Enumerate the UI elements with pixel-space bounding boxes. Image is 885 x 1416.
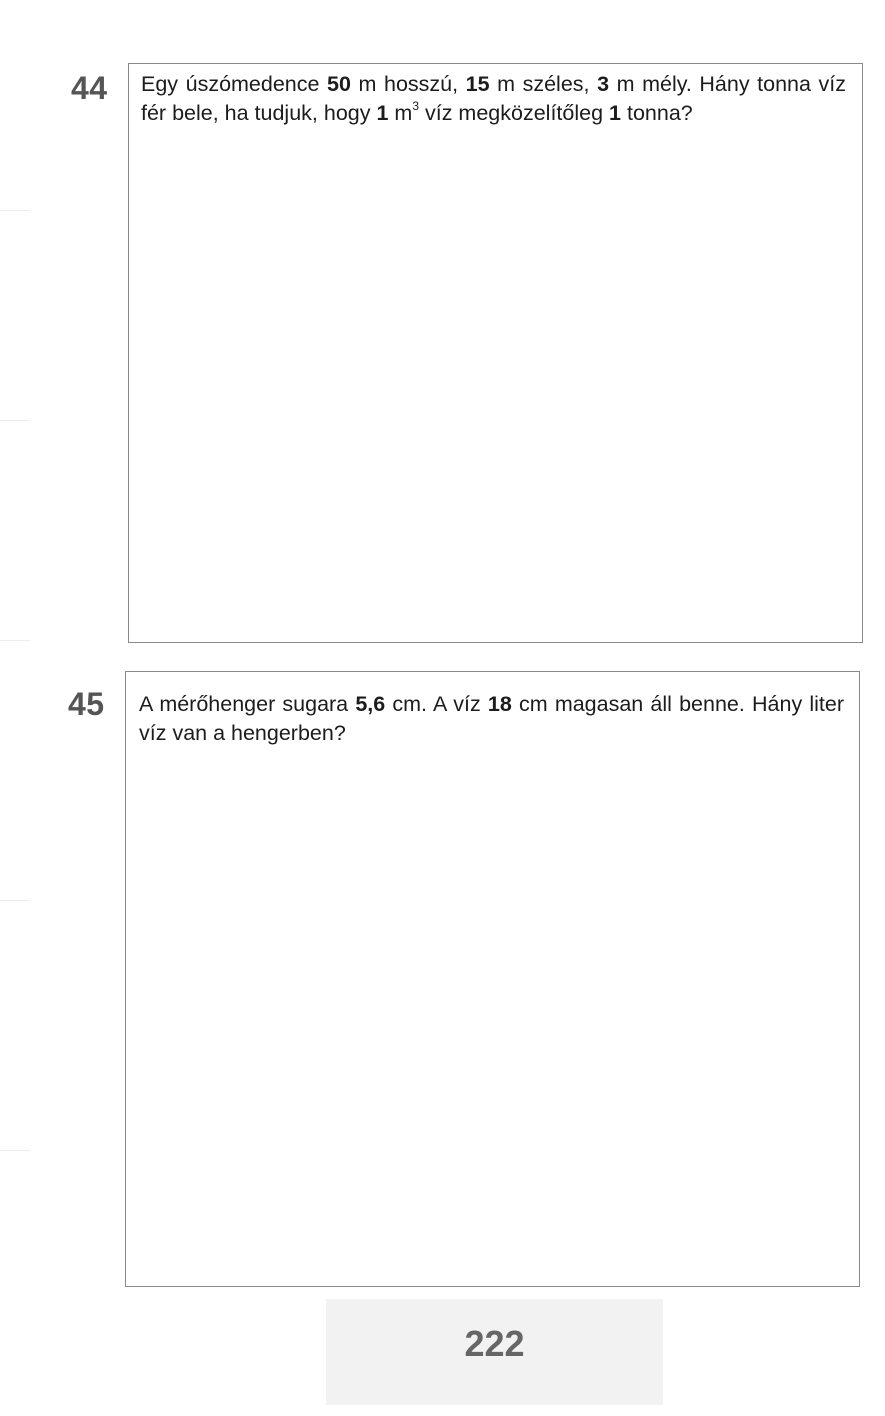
- problem-number-45: 45: [68, 686, 105, 722]
- page-number: 222: [464, 1323, 525, 1364]
- answer-box-44[interactable]: [128, 63, 863, 643]
- answer-box-45[interactable]: [125, 671, 860, 1287]
- problem-number-44: 44: [71, 70, 108, 106]
- problem-text-45: A mérőhenger sugara 5,6 cm. A víz 18 cm magasan áll benne. Hány liter víz van a hengerben?: [139, 692, 845, 745]
- problem-text-44: Egy úszómedence 50 m hosszú, 15 m széles, 3 m mély. Hány tonna víz fér bele, ha tudjuk, hogy 1 $m^3$ víz megközelítőleg 1 tonna?: [141, 72, 846, 125]
- scan-mark: [0, 420, 30, 421]
- scan-mark: [0, 1150, 30, 1151]
- scan-mark: [0, 210, 30, 211]
- scan-mark: [0, 900, 30, 901]
- page-footer: [326, 1299, 663, 1405]
- scan-mark: [0, 640, 30, 641]
